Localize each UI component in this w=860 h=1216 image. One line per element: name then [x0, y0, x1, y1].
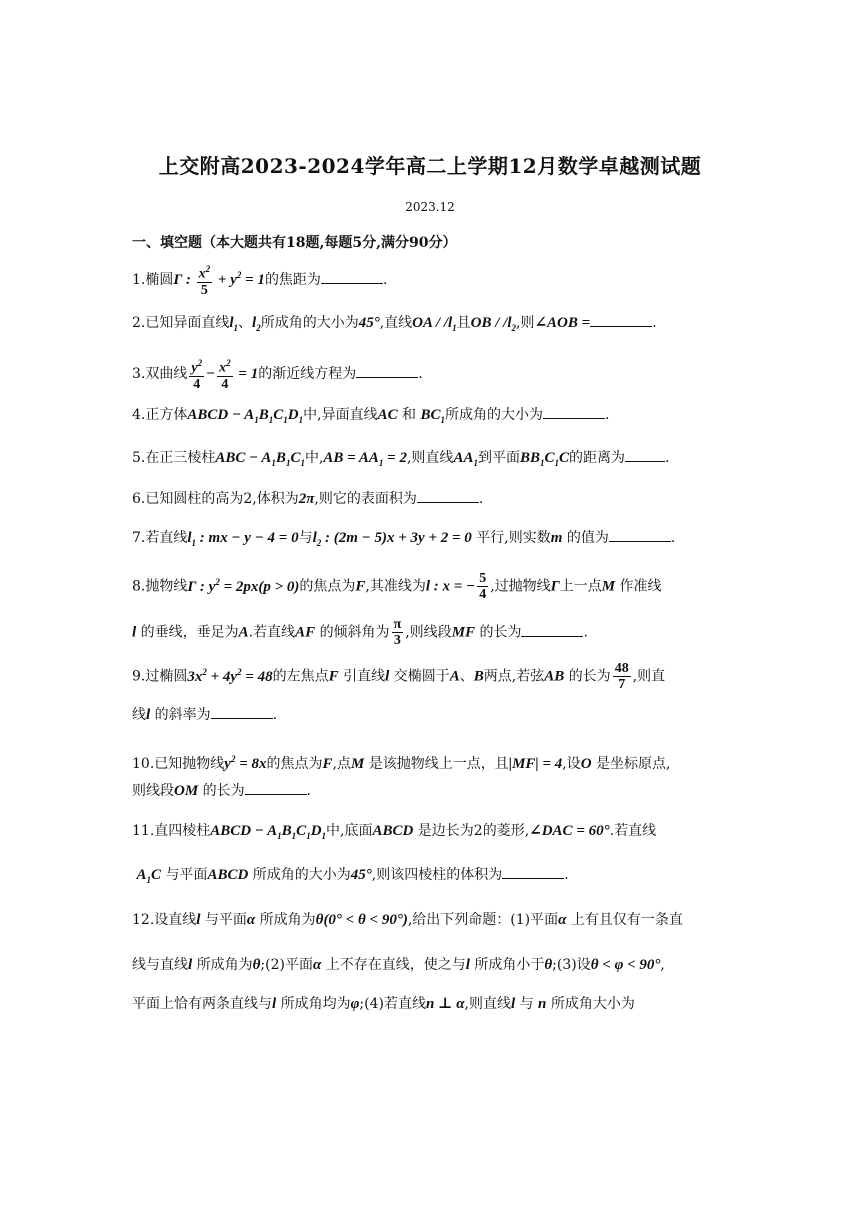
question-11-line-2: $A_1C$ 与平面ABCD 所成角的大小为45°,则该四棱柱的体积为 .	[136, 867, 569, 885]
question-3: 3.双曲线 $\frac{y^2}{4}$ − $\frac{x^2}{4}$ = 1的渐近线方程为 .	[132, 358, 423, 392]
question-8-line-1: 8.抛物线Γ : $y^2 = 2px(p > 0)$的焦点为F,其准线为l : x = − $\frac{5}{4}$ ,过抛物线Γ上一点M 作准线	[132, 571, 662, 602]
answer-blank[interactable]	[211, 705, 273, 719]
answer-blank[interactable]	[417, 489, 479, 503]
section-heading: 一、填空题（本大题共有18题,每题5分,满分90分）	[132, 235, 457, 251]
question-8-line-2: l 的垂线，垂足为A.若直线AF 的倾斜角为 $\frac{\pi}{3}$ ,则线段MF 的长为 .	[132, 617, 588, 648]
answer-blank[interactable]	[609, 528, 671, 542]
question-5: 5.在正三棱柱ABC − $A_1B_1C_1$中$,AB = AA_1 = 2$,则直线$AA_1$到平面$BB_1C_1C$的距离为 .	[132, 450, 670, 468]
question-7: 7.若直线$l_1$ : mx − y − 4 = 0与$l_2$ : (2m − 5)x + 3y + 2 = 0 平行,则实数m 的值为 .	[132, 530, 676, 548]
answer-blank[interactable]	[502, 865, 564, 879]
question-2: 2.已知异面直线$l_1$、$l_2$所成角的大小为45°,直线OA / $/l_1$且OB / $/l_2$,则∠AOB = .	[132, 315, 657, 333]
question-10-line-2: 则线段OM 的长为 .	[132, 783, 312, 799]
answer-blank[interactable]	[245, 781, 307, 795]
answer-blank[interactable]	[321, 270, 383, 284]
question-10-line-1: 10.已知抛物线$y^2 = 8x$的焦点为F,点M 是该抛物线上一点，且|MF| = 4,设O 是坐标原点,	[132, 754, 671, 772]
answer-blank[interactable]	[590, 313, 652, 327]
question-6: 6.已知圆柱的高为2,体积为2π,则它的表面积为 .	[132, 491, 484, 507]
question-9-line-2: 线l 的斜率为 .	[132, 707, 278, 723]
question-11-line-1: 11.直四棱柱ABCD − $A_1B_1C_1D_1$中,底面ABCD 是边长为2的菱形,∠DAC = 60°.若直线	[132, 823, 657, 841]
exam-date: 2023.12	[405, 200, 455, 214]
answer-blank[interactable]	[521, 623, 583, 637]
question-1: 1.椭圆Γ : $\frac{x^2}{5}$ + $y^2 = 1$的焦距为 .	[132, 264, 388, 298]
question-4: 4.正方体ABCD − $A_1B_1C_1D_1$中,异面直线AC 和 $BC_1$所成角的大小为 .	[132, 407, 610, 425]
answer-blank[interactable]	[356, 364, 418, 378]
answer-blank[interactable]	[625, 448, 665, 462]
question-12-line-1: 12.设直线l 与平面α 所成角为θ(0° < θ < 90°),给出下列命题：(1)平面α 上有且仅有一条直	[132, 912, 683, 928]
question-12-line-3: 平面上恰有两条直线与l 所成角均为φ;(4)若直线n ⊥ α,则直线l 与 n 所成角大小为	[132, 996, 635, 1012]
page-title: 上交附高2023-2024学年高二上学期12月数学卓越测试题	[158, 154, 702, 178]
question-9-line-1: 9.过椭圆$3x^2 + 4y^2 = 48$的左焦点F 引直线l 交椭圆于A、B两点,若弦AB 的长为 $\frac{48}{7}$ ,则直	[132, 661, 666, 692]
answer-blank[interactable]	[543, 405, 605, 419]
question-12-line-2: 线与直线l 所成角为θ;(2)平面α 上不存在直线，使之与l 所成角小于θ;(3)设θ < φ < 90°,	[132, 957, 665, 973]
